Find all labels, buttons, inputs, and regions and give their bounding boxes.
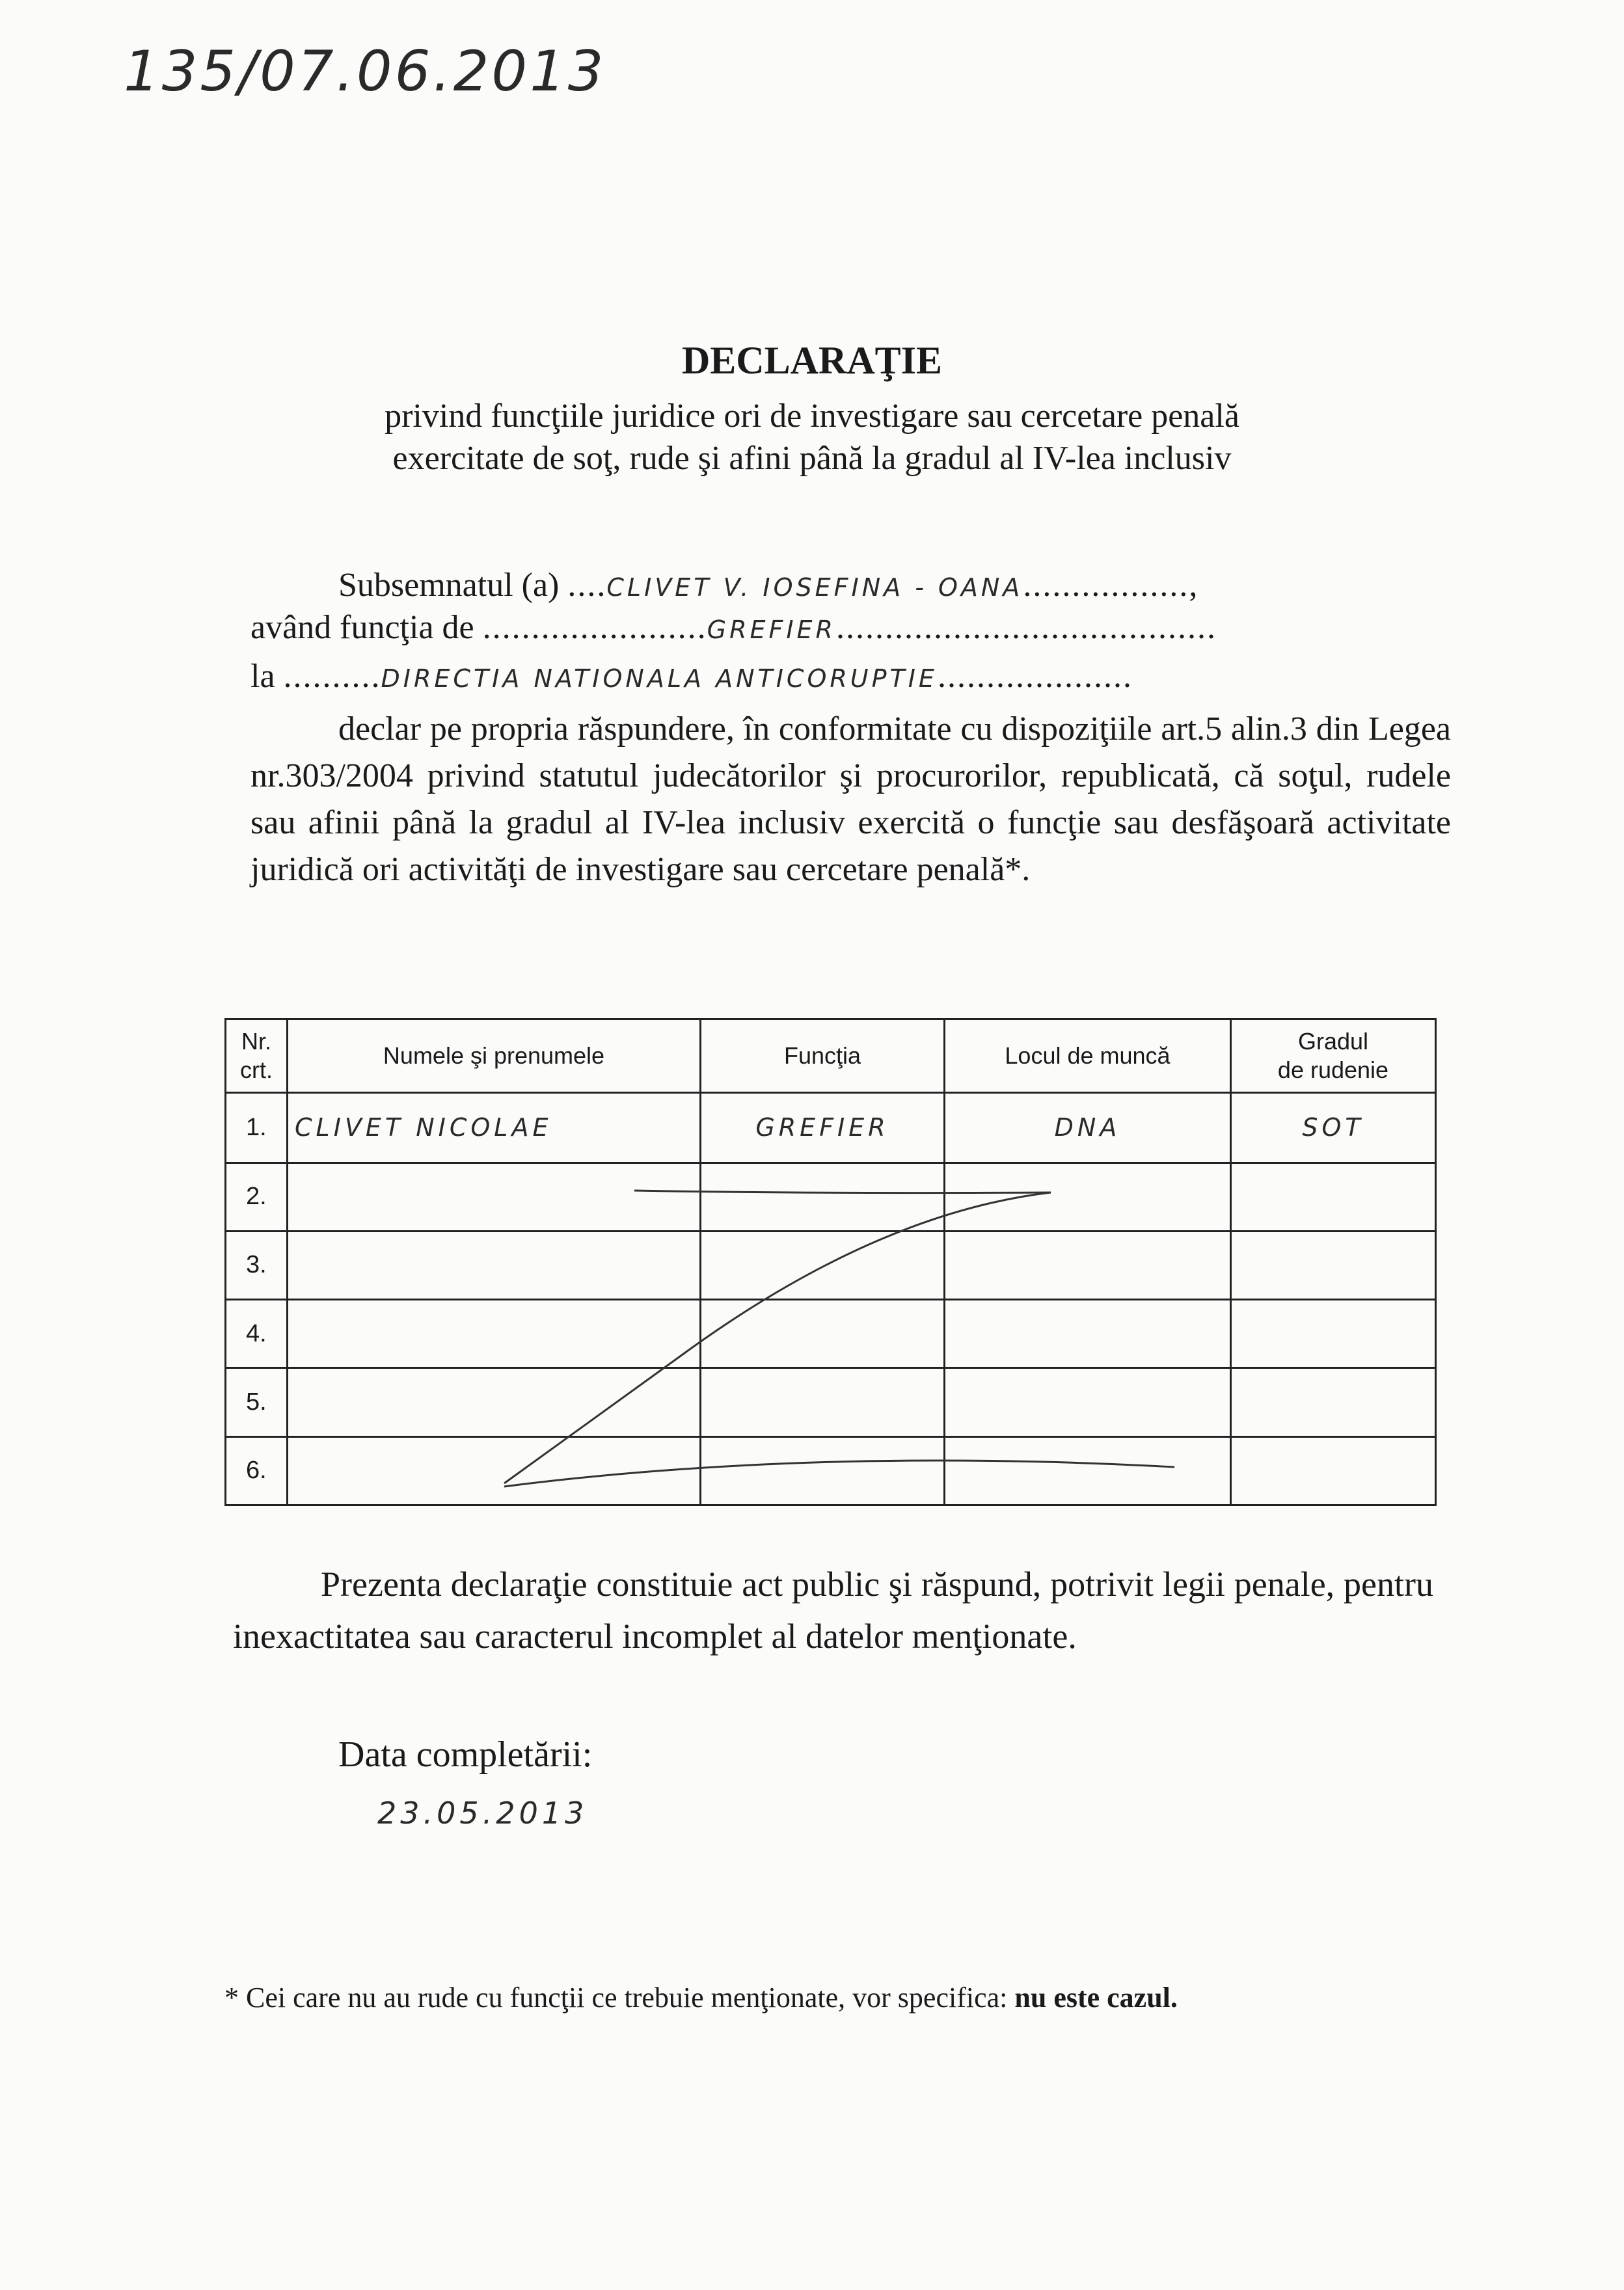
row-function <box>701 1163 945 1231</box>
row-nr: 4. <box>226 1300 288 1368</box>
undersigned-value: CLIVET V. IOSEFINA - OANA <box>606 573 1023 602</box>
closing-statement <box>233 1558 1433 1662</box>
row-function: GREFIER <box>701 1093 945 1163</box>
declaration-body <box>250 706 1451 893</box>
undersigned-label: Subsemnatul (a) <box>338 567 560 604</box>
table-row <box>226 1300 1436 1368</box>
row-nr: 2. <box>226 1163 288 1231</box>
row-function <box>701 1368 945 1436</box>
row-degree <box>1231 1436 1436 1505</box>
row-degree: SOT <box>1231 1093 1436 1163</box>
row-workplace <box>945 1163 1231 1231</box>
row-name <box>288 1300 701 1368</box>
position-value: GREFIER <box>707 615 836 644</box>
row-degree <box>1231 1163 1436 1231</box>
footnote-text: * Cei care nu au rude cu funcţii ce trebuie menţionate, vor specifica: <box>224 1982 1008 2014</box>
footnote-bold: nu este cazul. <box>1014 1982 1178 2014</box>
document-subtitle-line1: privind funcţiile juridice ori de investigare sau cercetare penală <box>385 397 1239 435</box>
dots: .................... <box>937 658 1133 695</box>
declaration-text: declar pe propria răspundere, în conformitate cu dispoziţiile art.5 alin.3 din Legea nr.303/2004 privind statutul judecătorilor şi procurorilor, republicată, că soţul, rudele sau afinii până la gradul al IV-lea inclusiv exercită o funcţie sau desfăşoară activitate juridică ori activităţi de investigare sau cercetare penală*. <box>250 710 1451 888</box>
row-workplace <box>945 1231 1231 1299</box>
row-nr: 5. <box>226 1368 288 1436</box>
row-name: CLIVET NICOLAE <box>288 1093 701 1163</box>
registration-number: 135/07.06.2013 <box>124 39 606 104</box>
dots: .......... <box>283 658 381 695</box>
row-nr: 3. <box>226 1231 288 1299</box>
table-row <box>226 1231 1436 1299</box>
row-degree <box>1231 1368 1436 1436</box>
row-degree <box>1231 1300 1436 1368</box>
header-nr: Nr. crt. <box>226 1019 288 1093</box>
document-title: DECLARAŢIE <box>681 339 943 382</box>
institution-value: DIRECTIA NATIONALA ANTICORUPTIE <box>381 664 938 693</box>
table-row <box>226 1093 1436 1163</box>
table-row <box>226 1368 1436 1436</box>
row-name <box>288 1231 701 1299</box>
document-subtitle-line2: exercitate de soţ, rude şi afini până la gradul al IV-lea inclusiv <box>392 440 1232 477</box>
row-workplace <box>945 1436 1231 1505</box>
date-label: Data completării: <box>338 1734 593 1775</box>
header-workplace: Locul de muncă <box>945 1019 1231 1093</box>
footnote <box>224 1981 1178 2014</box>
row-workplace <box>945 1368 1231 1436</box>
dots: ....................... <box>482 609 707 646</box>
relatives-table <box>224 1018 1435 1506</box>
table-header-row <box>226 1019 1436 1093</box>
institution-field <box>250 657 1133 695</box>
dots: ................., <box>1023 567 1199 604</box>
row-nr: 1. <box>226 1093 288 1163</box>
institution-label: la <box>250 658 275 695</box>
undersigned-field <box>338 566 1198 604</box>
date-value: 23.05.2013 <box>377 1796 588 1831</box>
row-name <box>288 1163 701 1231</box>
row-workplace <box>945 1300 1231 1368</box>
table-row <box>226 1436 1436 1505</box>
position-label: având funcţia de <box>250 609 474 646</box>
row-workplace: DNA <box>945 1093 1231 1163</box>
row-function <box>701 1436 945 1505</box>
header-function: Funcţia <box>701 1019 945 1093</box>
row-nr: 6. <box>226 1436 288 1505</box>
table-row <box>226 1163 1436 1231</box>
header-name: Numele şi prenumele <box>288 1019 701 1093</box>
row-name <box>288 1436 701 1505</box>
row-function <box>701 1231 945 1299</box>
header-degree: Gradul de rudenie <box>1231 1019 1436 1093</box>
row-function <box>701 1300 945 1368</box>
position-field <box>250 608 1217 647</box>
dots: ....................................... <box>835 609 1217 646</box>
row-degree <box>1231 1231 1436 1299</box>
dots: .... <box>567 567 607 604</box>
closing-text: Prezenta declaraţie constituie act public şi răspund, potrivit legii penale, pentru inexactitatea sau caracterul incomplet al datelor menţionate. <box>233 1565 1433 1656</box>
row-name <box>288 1368 701 1436</box>
